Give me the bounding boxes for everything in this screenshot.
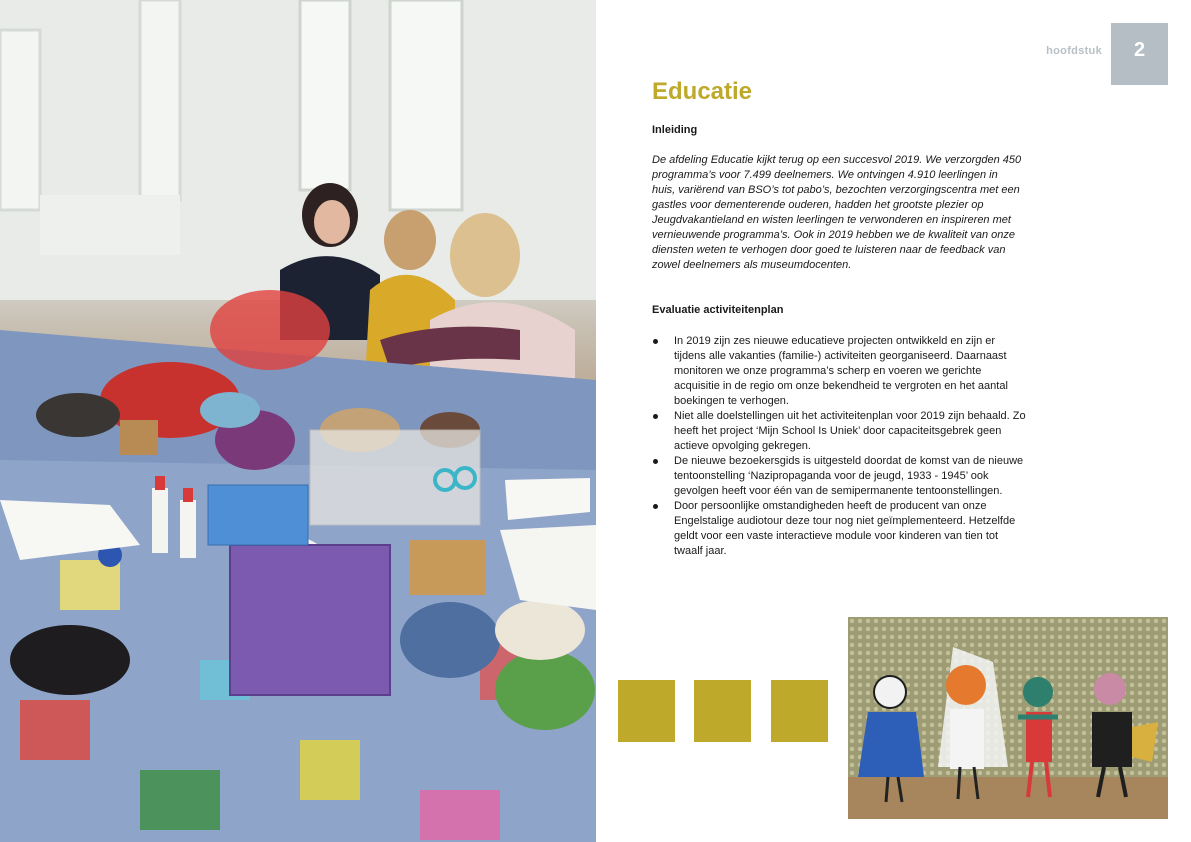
chapter-label: hoofdstuk (1046, 45, 1102, 57)
page-title: Educatie (652, 78, 753, 105)
evaluation-heading: Evaluatie activiteitenplan (652, 304, 784, 316)
list-item: Door persoonlijke omstandigheden heeft de producent van onze Engelstalige audiotour deze tour nog niet geïmplementeerd. Hetzelfde geldt voor een vaste interactieve module voor kinderen van tien tot twaalf jaar. (652, 499, 1027, 559)
accent-square (618, 680, 675, 742)
yarn-dolls-photo (848, 617, 1168, 819)
intro-paragraph: De afdeling Educatie kijkt terug op een succesvol 2019. We verzorgden 450 programma’s voor 7.499 deelnemers. We ontvingen 4.910 leerlingen in huis, variërend van BSO’s tot pabo’s, bezochten verzorgingscentra met een gastles voor dementerende ouderen, hadden het grootste plezier op Jeugdvakantieland en wisten leerlingen te verwonderen en inspireren met vernieuwende programma’s. Ook in 2019 hebben we de kwaliteit van onze diensten weten te verhogen door goed te luisteren naar de feedback van zowel deelnemers als museumdocenten. (652, 154, 1022, 271)
list-item: De nieuwe bezoekersgids is uitgesteld doordat de komst van de nieuwe tentoonstelling ‘Nazipropaganda voor de jeugd, 1933 - 1945’ ook gevolgen heeft voor één van de semipermanente tentoonstellingen. (652, 454, 1027, 499)
chapter-number-tab: 2 (1111, 23, 1168, 85)
list-item: Niet alle doelstellingen uit het activiteitenplan voor 2019 zijn behaald. Zo heeft het project ‘Mijn School Is Uniek’ door capaciteitsgebrek geen actieve opvolging gekregen. (652, 409, 1027, 454)
intro-heading: Inleiding (652, 124, 698, 136)
accent-square (694, 680, 751, 742)
list-item: In 2019 zijn zes nieuwe educatieve projecten ontwikkeld en zijn er tijdens alle vakanties (familie-) activiteiten georganiseerd. Daarnaast monitoren we onze programma’s scherp en voeren we gerichte acquisitie in de regio om onze bekendheid te vergroten en het aantal boekingen te verhogen. (652, 334, 1027, 409)
yarn-dolls-illustration (848, 617, 1168, 819)
evaluation-list (652, 334, 1027, 559)
accent-square (771, 680, 828, 742)
